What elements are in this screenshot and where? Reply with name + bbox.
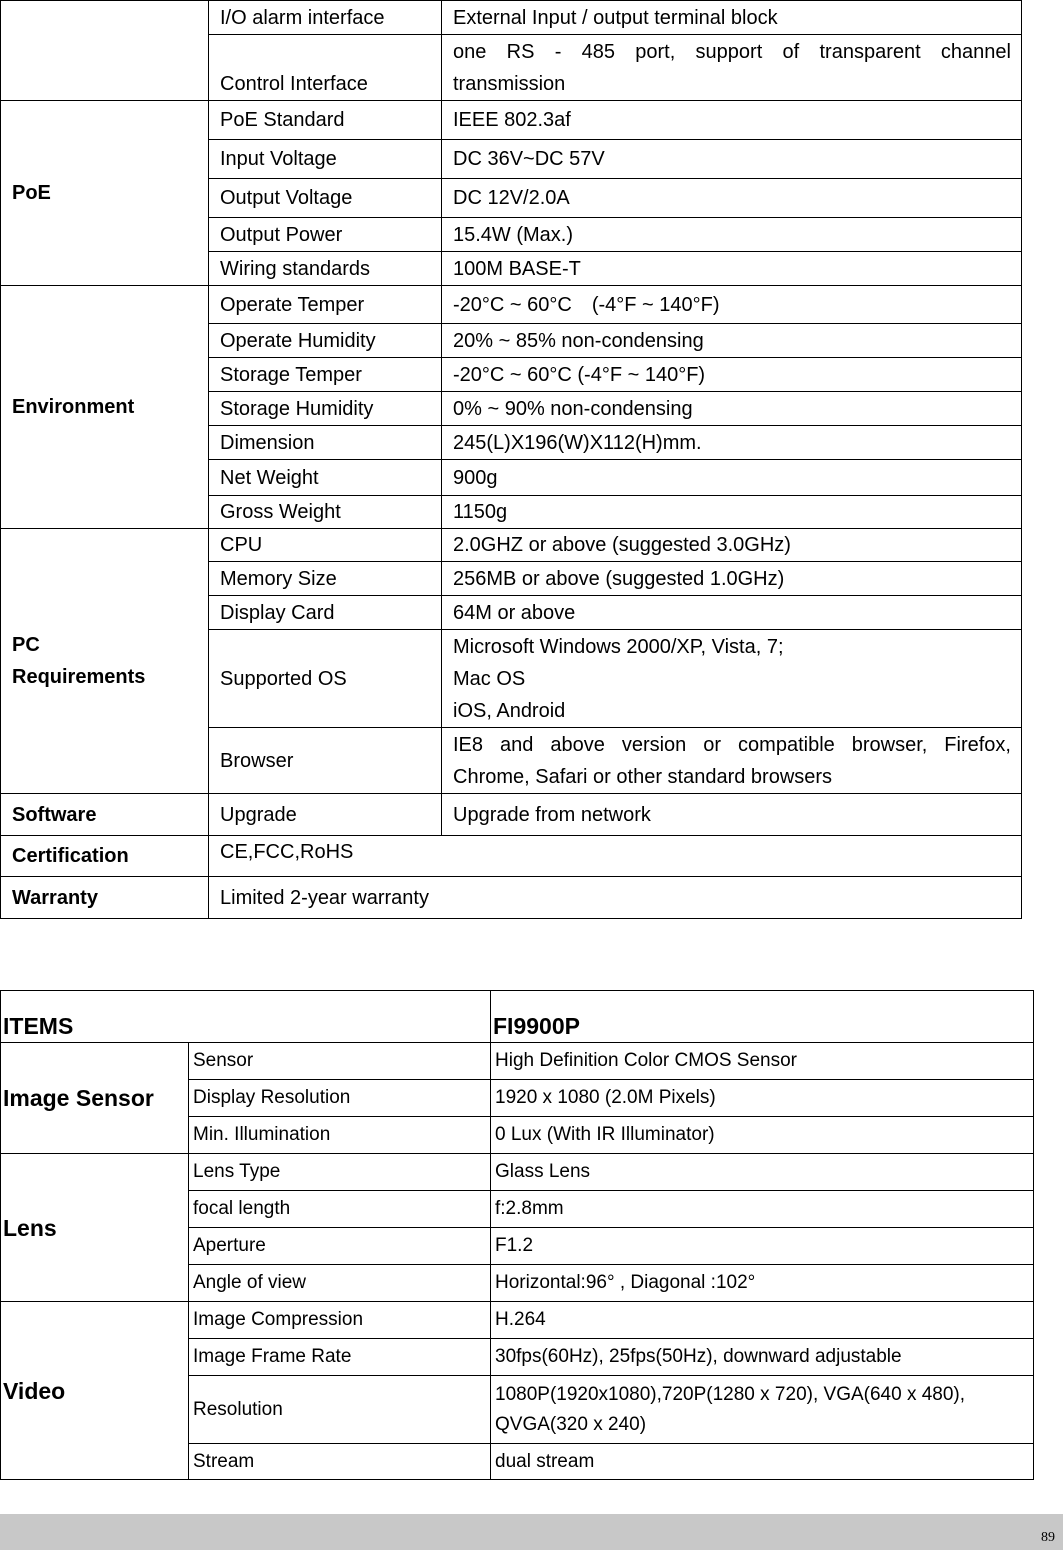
spec-table-fi9900p [0,990,1034,1480]
spec-value: 30fps(60Hz), 25fps(50Hz), downward adjustable [491,1339,1034,1376]
spec-value: dual stream [491,1444,1034,1480]
category-poe: PoE [1,101,209,286]
category-image-sensor: Image Sensor [1,1043,189,1154]
spec-value: 0 Lux (With IR Illuminator) [491,1117,1034,1154]
spec-label: Aperture [189,1228,491,1265]
resolution-line: QVGA(320 x 240) [495,1413,647,1435]
spec-value: 1920 x 1080 (2.0M Pixels) [491,1080,1034,1117]
spec-label: Net Weight [209,460,442,496]
spec-label: Angle of view [189,1265,491,1302]
spec-label: Sensor [189,1043,491,1080]
spec-value: 245(L)X196(W)X112(H)mm. [442,426,1022,460]
page-number: 89 [1041,1530,1055,1545]
resolution-line: 1080P(1920x1080),720P(1280 x 720), VGA(640 x 480), [495,1383,966,1405]
spec-label: Wiring standards [209,252,442,286]
spec-value: Horizontal:96° , Diagonal :102° [491,1265,1034,1302]
spec-value: Upgrade from network [442,794,1022,836]
spec-label: CPU [209,529,442,562]
spec-value: IEEE 802.3af [442,101,1022,140]
spec-label: Output Power [209,218,442,252]
spec-value: F1.2 [491,1228,1034,1265]
spec-label: Image Compression [189,1302,491,1339]
spec-value [442,630,1022,728]
spec-value: 64M or above [442,596,1022,630]
category-environment: Environment [1,286,209,529]
spec-value: 20% ~ 85% non-condensing [442,324,1022,358]
category-software: Software [1,794,209,836]
spec-value: DC 12V/2.0A [442,179,1022,218]
spec-label: Display Resolution [189,1080,491,1117]
spec-value: 0% ~ 90% non-condensing [442,392,1022,426]
spec-label: Operate Temper [209,286,442,324]
spec-value: External Input / output terminal block [442,1,1022,35]
spec-label: Resolution [189,1376,491,1444]
category-warranty: Warranty [1,877,209,919]
spec-value: Glass Lens [491,1154,1034,1191]
spec-value: 15.4W (Max.) [442,218,1022,252]
spec-value: 900g [442,460,1022,496]
spec-value: H.264 [491,1302,1034,1339]
spec-label: Browser [209,728,442,794]
os-line: iOS, Android [453,699,566,722]
spec-value: 256MB or above (suggested 1.0GHz) [442,562,1022,596]
spec-value: -20°C ~ 60°C (-4°F ~ 140°F) [442,358,1022,392]
spec-label: Memory Size [209,562,442,596]
spec-value: -20°C ~ 60°C (-4°F ~ 140°F) [442,286,1022,324]
spec-label: Supported OS [209,630,442,728]
spec-value: one RS - 485 port, support of transparent channel transmission [442,35,1022,101]
os-line: Microsoft Windows 2000/XP, Vista, 7; [453,635,784,658]
spec-label: Dimension [209,426,442,460]
category-video: Video [1,1302,189,1480]
spec-label: Display Card [209,596,442,630]
spec-label: Storage Temper [209,358,442,392]
spec-label: Output Voltage [209,179,442,218]
spec-value: Limited 2-year warranty [209,877,1022,919]
category-lens: Lens [1,1154,189,1302]
spec-label: PoE Standard [209,101,442,140]
category-pc-requirements [1,529,209,794]
spec-label: focal length [189,1191,491,1228]
spec-label: Min. Illumination [189,1117,491,1154]
spec-value: f:2.8mm [491,1191,1034,1228]
blank-category-cell [1,1,209,101]
spec-value: 100M BASE-T [442,252,1022,286]
spec-label: Image Frame Rate [189,1339,491,1376]
spec-value: DC 36V~DC 57V [442,140,1022,179]
spec-value: High Definition Color CMOS Sensor [491,1043,1034,1080]
spec-value: 2.0GHZ or above (suggested 3.0GHz) [442,529,1022,562]
page-footer [0,1514,1063,1550]
spec-label: Gross Weight [209,496,442,529]
spec-label: Input Voltage [209,140,442,179]
spec-label: I/O alarm interface [209,1,442,35]
category-line: PC [12,634,40,656]
spec-label: Operate Humidity [209,324,442,358]
spec-label: Upgrade [209,794,442,836]
spec-label: Storage Humidity [209,392,442,426]
spec-value: CE,FCC,RoHS [209,836,1022,877]
os-line: Mac OS [453,667,526,690]
header-items: ITEMS [1,991,491,1043]
spec-label: Stream [189,1444,491,1480]
category-line: Requirements [12,666,146,688]
spec-label: Lens Type [189,1154,491,1191]
category-certification: Certification [1,836,209,877]
spec-value: 1150g [442,496,1022,529]
header-model: FI9900P [491,991,1034,1043]
spec-value: IE8 and above version or compatible browser, Firefox, Chrome, Safari or other standard browsers [442,728,1022,794]
spec-value [491,1376,1034,1444]
spec-label: Control Interface [209,35,442,101]
